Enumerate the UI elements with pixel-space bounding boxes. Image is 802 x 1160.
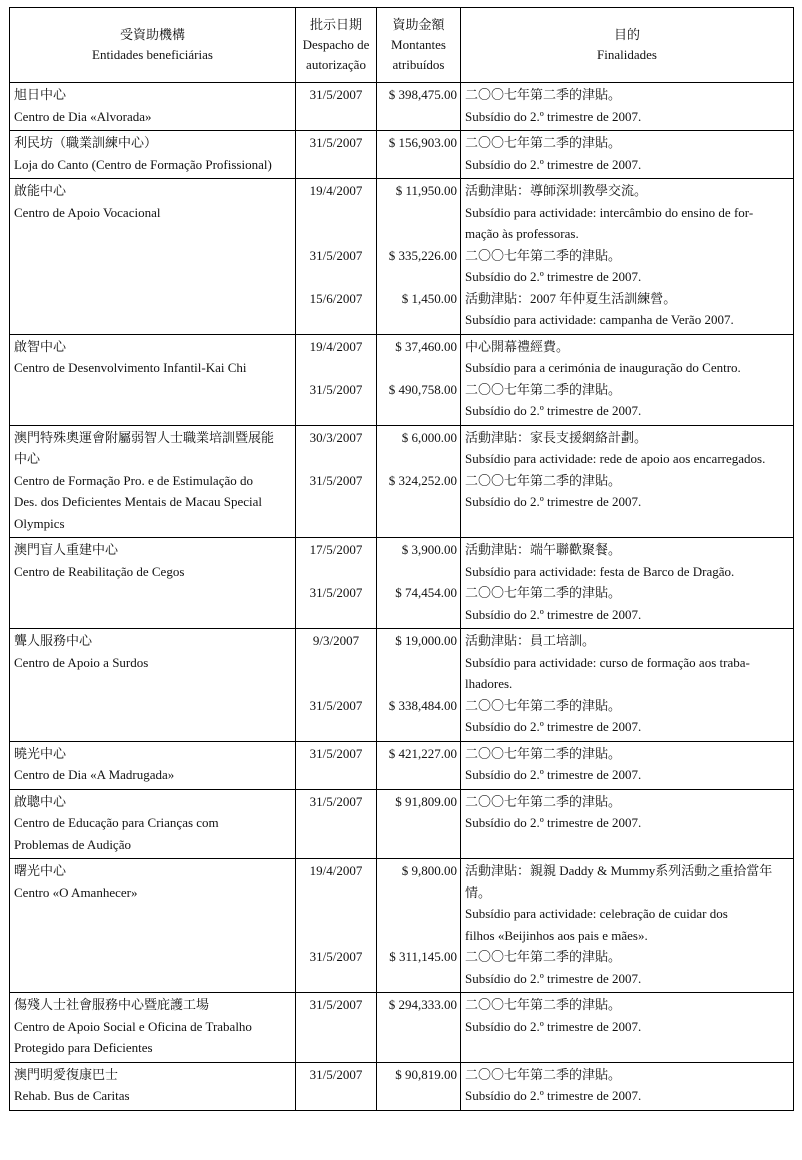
amount-value: $ 6,000.00 — [401, 429, 457, 445]
entity-name-line: 傷殘人士社會服務中心暨庇護工場 — [14, 997, 210, 1012]
purpose-line: 二〇〇七年第二季的津貼。 — [465, 997, 622, 1012]
purpose-line: 二〇〇七年第二季的津貼。 — [465, 793, 622, 809]
header-amount: 資助金額 Montantes atribuídos — [377, 8, 461, 83]
entity-cell — [10, 179, 296, 335]
purpose-line: 活動津貼：導師深圳教學交流。 — [465, 183, 648, 198]
entity-cell — [10, 538, 296, 629]
entity-name-line: Loja do Canto (Centro de Formação Profissional) — [14, 156, 272, 172]
entity-name-line: Centro de Dia «A Madrugada» — [14, 767, 175, 782]
purpose-cell — [461, 629, 794, 742]
date-value: 31/5/2007 — [309, 1066, 363, 1082]
entity-cell — [10, 83, 296, 131]
table-row — [10, 789, 794, 859]
entity-name-line: Des. dos Deficientes Mentais de Macau Special — [14, 494, 263, 509]
date-value: 31/5/2007 — [309, 472, 363, 488]
amount-value: $ 311,145.00 — [389, 949, 457, 964]
purpose-cell — [461, 131, 794, 179]
entity-name-line: Centro de Apoio Social e Oficina de Trabalho — [14, 1018, 252, 1034]
date-value: 17/5/2007 — [309, 542, 363, 557]
amount-value: $ 19,000.00 — [395, 633, 457, 648]
purpose-line: 中心開幕禮經費。 — [465, 338, 570, 354]
amount-cell — [377, 334, 461, 425]
purpose-cell — [461, 83, 794, 131]
date-cell — [296, 131, 377, 179]
entity-cell — [10, 993, 296, 1063]
amount-cell — [377, 789, 461, 859]
amount-value: $ 398,475.00 — [388, 87, 457, 102]
purpose-line: 二〇〇七年第二季的津貼。 — [465, 1066, 622, 1082]
date-value: 31/5/2007 — [309, 793, 363, 809]
entity-name-line: 聾人服務中心 — [14, 633, 93, 648]
table-body — [10, 83, 794, 1111]
date-cell — [296, 179, 377, 335]
entity-cell — [10, 131, 296, 179]
purpose-line: Subsídio para actividade: curso de formação aos traba- — [465, 654, 750, 670]
date-value: 31/5/2007 — [309, 585, 363, 600]
amount-value: $ 91,809.00 — [395, 793, 457, 809]
purpose-line: Subsídio para actividade: campanha de Verão 2007. — [465, 312, 734, 327]
entity-name-line: Problemas de Audição — [14, 836, 131, 852]
purpose-line: filhos «Beijinhos aos pais e mães». — [465, 927, 648, 943]
table-row — [10, 179, 794, 335]
entity-name-line: Centro «O Amanhecer» — [14, 884, 138, 900]
purpose-line: Subsídio do 2.º trimestre de 2007. — [465, 970, 642, 986]
amount-cell — [377, 425, 461, 538]
purpose-cell — [461, 859, 794, 993]
date-value: 9/3/2007 — [312, 633, 360, 648]
amount-cell — [377, 1062, 461, 1110]
purpose-line: Subsídio do 2.º trimestre de 2007. — [465, 269, 642, 284]
date-cell — [296, 993, 377, 1063]
entity-name-line: 曉光中心 — [14, 745, 67, 761]
date-cell — [296, 859, 377, 993]
date-value: 31/5/2007 — [309, 247, 363, 263]
date-cell — [296, 1062, 377, 1110]
entity-cell — [10, 859, 296, 993]
purpose-cell — [461, 334, 794, 425]
purpose-line: 活動津貼：端午聯歡聚餐。 — [465, 542, 622, 557]
date-value: 31/5/2007 — [309, 135, 363, 150]
entity-name-line: Rehab. Bus de Caritas — [14, 1088, 130, 1103]
table-row — [10, 993, 794, 1063]
purpose-line: 二〇〇七年第二季的津貼。 — [465, 745, 622, 761]
purpose-cell — [461, 179, 794, 335]
purpose-line: Subsídio do 2.º trimestre de 2007. — [465, 1018, 642, 1034]
date-value: 30/3/2007 — [309, 429, 363, 445]
table-row — [10, 425, 794, 538]
date-cell — [296, 789, 377, 859]
date-cell — [296, 425, 377, 538]
table-row — [10, 538, 794, 629]
amount-value: $ 421,227.00 — [388, 745, 457, 761]
subsidy-table — [9, 7, 794, 1111]
entity-name-line: 利民坊（職業訓練中心） — [14, 135, 158, 150]
entity-name-line: Centro de Apoio Vocacional — [14, 204, 161, 220]
purpose-line: Subsídio do 2.º trimestre de 2007. — [465, 815, 642, 830]
amount-value: $ 9,800.00 — [401, 863, 457, 878]
date-cell — [296, 538, 377, 629]
entity-cell — [10, 741, 296, 789]
entity-name-line: Centro de Formação Pro. e de Estimulação do — [14, 472, 253, 488]
amount-cell — [377, 859, 461, 993]
amount-value: $ 338,484.00 — [388, 697, 457, 713]
amount-cell — [377, 993, 461, 1063]
purpose-line: mação às professoras. — [465, 226, 579, 241]
amount-value: $ 335,226.00 — [388, 247, 457, 263]
amount-value: $ 90,819.00 — [395, 1066, 457, 1082]
purpose-cell — [461, 538, 794, 629]
amount-cell — [377, 131, 461, 179]
date-value: 31/5/2007 — [309, 697, 363, 713]
entity-name-line: Olympics — [14, 515, 65, 531]
amount-cell — [377, 741, 461, 789]
date-value: 19/4/2007 — [309, 183, 363, 198]
purpose-line: 二〇〇七年第二季的津貼。 — [465, 949, 622, 964]
entity-name-line: Centro de Educação para Crianças com — [14, 815, 219, 830]
purpose-line: Subsídio para actividade: festa de Barco de Dragão. — [465, 563, 735, 579]
amount-value: $ 324,252.00 — [388, 472, 457, 488]
table-row — [10, 83, 794, 131]
purpose-line: Subsídio do 2.º trimestre de 2007. — [465, 108, 642, 124]
purpose-line: 二〇〇七年第二季的津貼。 — [465, 87, 622, 102]
purpose-line: Subsídio do 2.º trimestre de 2007. — [465, 719, 642, 734]
table-row — [10, 629, 794, 742]
purpose-line: Subsídio do 2.º trimestre de 2007. — [465, 606, 642, 622]
purpose-line: 活動津貼：2007 年仲夏生活訓練營。 — [465, 290, 677, 306]
entity-name-line: 啟智中心 — [14, 338, 67, 354]
purpose-line: 二〇〇七年第二季的津貼。 — [465, 247, 622, 263]
amount-cell — [377, 538, 461, 629]
purpose-line: Subsídio do 2.º trimestre de 2007. — [465, 767, 642, 782]
purpose-line: 二〇〇七年第二季的津貼。 — [465, 697, 622, 713]
purpose-line: Subsídio do 2.º trimestre de 2007. — [465, 494, 642, 509]
header-entities: 受資助機構 Entidades beneficiárias — [10, 8, 296, 83]
amount-value: $ 74,454.00 — [395, 585, 457, 600]
entity-cell — [10, 334, 296, 425]
purpose-line: Subsídio do 2.º trimestre de 2007. — [465, 1088, 642, 1103]
purpose-cell — [461, 1062, 794, 1110]
purpose-line: 活動津貼：親親 Daddy & Mummy系列活動之重拾當年 — [465, 863, 773, 878]
table-row — [10, 1062, 794, 1110]
purpose-line: 二〇〇七年第二季的津貼。 — [465, 472, 622, 488]
amount-cell — [377, 629, 461, 742]
amount-value: $ 294,333.00 — [388, 997, 457, 1012]
amount-value: $ 490,758.00 — [388, 381, 457, 397]
entity-cell — [10, 789, 296, 859]
amount-cell — [377, 83, 461, 131]
date-value: 31/5/2007 — [309, 949, 363, 964]
amount-value: $ 156,903.00 — [388, 135, 457, 150]
purpose-line: 活動津貼：家長支援網絡計劃。 — [465, 429, 648, 445]
entity-name-line: 旭日中心 — [14, 87, 67, 102]
entity-name-line: 曙光中心 — [14, 863, 67, 878]
purpose-line: Subsídio para actividade: celebração de cuidar dos — [465, 906, 728, 921]
purpose-line: Subsídio para actividade: intercâmbio do ensino de for- — [465, 204, 754, 220]
purpose-cell — [461, 741, 794, 789]
entity-name-line: 澳門明愛復康巴士 — [14, 1066, 119, 1082]
entity-name-line: 啟能中心 — [14, 183, 67, 198]
date-cell — [296, 334, 377, 425]
amount-value: $ 3,900.00 — [401, 542, 457, 557]
purpose-line: Subsídio do 2.º trimestre de 2007. — [465, 403, 642, 418]
amount-cell — [377, 179, 461, 335]
purpose-line: Subsídio do 2.º trimestre de 2007. — [465, 156, 642, 172]
date-cell — [296, 83, 377, 131]
table-row — [10, 131, 794, 179]
entity-name-line: 澳門特殊奧運會附屬弱智人士職業培訓暨展能 — [14, 429, 275, 445]
date-value: 31/5/2007 — [309, 745, 363, 761]
header-date: 批示日期 Despacho de autorização — [296, 8, 377, 83]
purpose-line: 活動津貼：員工培訓。 — [465, 633, 596, 648]
date-value: 31/5/2007 — [309, 381, 363, 397]
date-value: 31/5/2007 — [309, 87, 363, 102]
entity-name-line: Centro de Reabilitação de Cegos — [14, 563, 185, 579]
date-value: 19/4/2007 — [309, 338, 363, 354]
purpose-line: lhadores. — [465, 676, 513, 691]
amount-value: $ 37,460.00 — [395, 338, 457, 354]
date-cell — [296, 629, 377, 742]
entity-name-line: 啟聰中心 — [14, 793, 67, 809]
date-value: 15/6/2007 — [309, 290, 363, 306]
purpose-line: 情。 — [465, 884, 492, 900]
date-value: 19/4/2007 — [309, 863, 363, 878]
purpose-cell — [461, 425, 794, 538]
header-row — [10, 8, 794, 83]
entity-name-line: Centro de Dia «Alvorada» — [14, 108, 152, 124]
table-row — [10, 859, 794, 993]
purpose-line: 二〇〇七年第二季的津貼。 — [465, 585, 622, 600]
entity-cell — [10, 425, 296, 538]
purpose-cell — [461, 993, 794, 1063]
entity-name-line: Centro de Apoio a Surdos — [14, 654, 149, 670]
entity-cell — [10, 629, 296, 742]
table-row — [10, 741, 794, 789]
purpose-line: 二〇〇七年第二季的津貼。 — [465, 381, 622, 397]
purpose-cell — [461, 789, 794, 859]
header-purpose: 目的 Finalidades — [461, 8, 794, 83]
entity-name-line: Centro de Desenvolvimento Infantil-Kai Chi — [14, 360, 247, 375]
purpose-line: 二〇〇七年第二季的津貼。 — [465, 135, 622, 150]
amount-value: $ 11,950.00 — [395, 183, 457, 198]
entity-name-line: 中心 — [14, 451, 41, 466]
entity-name-line: 澳門盲人重建中心 — [14, 542, 119, 557]
date-cell — [296, 741, 377, 789]
entity-name-line: Protegido para Deficientes — [14, 1040, 153, 1055]
table-row — [10, 334, 794, 425]
purpose-line: Subsídio para actividade: rede de apoio aos encarregados. — [465, 451, 766, 466]
date-value: 31/5/2007 — [309, 997, 363, 1012]
entity-cell — [10, 1062, 296, 1110]
amount-value: $ 1,450.00 — [401, 290, 457, 306]
purpose-line: Subsídio para a cerimónia de inauguração do Centro. — [465, 360, 741, 375]
